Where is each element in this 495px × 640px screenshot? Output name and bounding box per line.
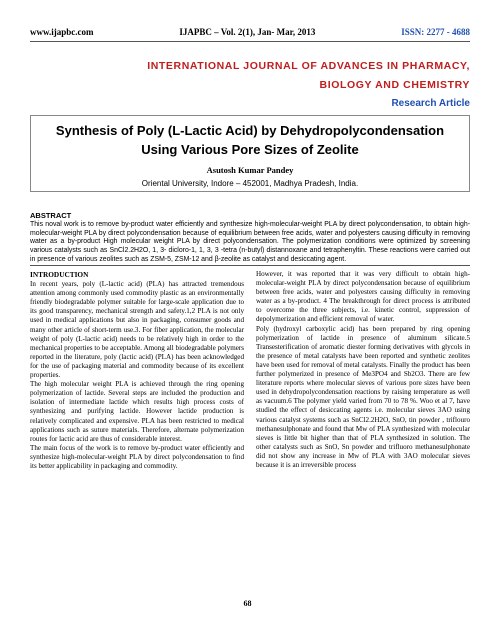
intro-paragraph-1: In recent years, poly (L-lactic acid) (PLA) has attracted tremendous attention among commonly used commodity plastic as an environmentally friendly biodegradable polymer suitable for large-scale application due to its good transparency, mechanical strength and safety.1,2 PLA is not only used in medical applications but also in packaging, consumer goods and many other article of short-term use.3. For fiber application, the molecular weight of poly (L-lactic acid) needs to be relatively high in order to the mechanical properties to be acceptable. Among all biodegradable polymers reported in the literature, poly (lactic acid) (PLA) has been acknowledged for the use of packaging material and commodity because of its excellent properties.	[30, 280, 244, 380]
journal-name-line2: BIOLOGY AND CHEMISTRY	[319, 79, 470, 91]
author-affiliation: Oriental University, Indore – 452001, Madhya Pradesh, India.	[141, 179, 359, 188]
intro-paragraph-4: However, it was reported that it was very difficult to obtain high-molecular-weight PLA by direct polycondensation because of equilibrium between free acids, water and polyesters causing difficulty in removing water as a by-product. 4 The breakthrough for direct process is attributed to overcome the three subjects, i.e. kinetic control, suppression of depolymerization and efficient removal of water.	[256, 270, 470, 324]
journal-issue: IJAPBC – Vol. 2(1), Jan- Mar, 2013	[179, 27, 316, 37]
paper-title-line2: Using Various Pore Sizes of Zeolite	[141, 142, 359, 157]
left-column	[30, 270, 244, 471]
abstract-text: This noval work is to remove by-product water efficiently and synthesize high-molecular-weight PLA by direct polycondensation, to obtain high-molecular-weight PLA by direct polycondensation because of equilibrium between free acids, water and polyesters causing difficulty in removing water as a by-product High molecular weight PLA by direct polycondensation. The polymerization conditions were optimized by screening various catalysts such as SnCl2.2H2O, 1, 3- dicloro-1, 1, 3, 3 -tetra (n-butyl) distannoxane and tetraphenyltin. These reactions were carried out in presence of various zeolites such as ZSM-5, ZSM-12 and β-zeolite as catalyst and desiccating agent.	[30, 221, 470, 263]
issn-number: ISSN: 2277 - 4688	[401, 27, 470, 37]
header-divider	[30, 41, 470, 42]
running-header	[30, 27, 470, 37]
article-type: Research Article	[391, 98, 470, 109]
paper-title-line1: Synthesis of Poly (L-Lactic Acid) by Dehydropolycondensation	[55, 123, 445, 138]
intro-paragraph-3: The main focus of the work is to remove by-product water efficiently and synthesize high-molecular-weight PLA by direct polycondensation to find its better applicability in packaging and commodity.	[30, 443, 244, 470]
website-url[interactable]: www.ijapbc.com	[30, 27, 94, 37]
journal-name-line1: INTERNATIONAL JOURNAL OF ADVANCES IN PHARMACY,	[147, 60, 470, 72]
abstract-heading: ABSTRACT	[30, 211, 72, 220]
abstract-divider	[30, 265, 470, 266]
intro-paragraph-2: The high molecular weight PLA is achieved through the ring opening polymerization of lactide. Several steps are included the production and isolation of intermediate lactide which results high process costs of synthesizing and purifying lactide. However lactide production is relatively complicated and expensive. PLA has been restricted to medical applications such as suture materials. Therefore, alternate polymerization routes for lactic acid are thus of considerable interest.	[30, 380, 244, 443]
intro-paragraph-5: Poly (hydroxyl carboxylic acid) has been prepared by ring opening polymerization of lactide in presence of aluminum silicate.5 Transesterification of aromatic diester forming derivatives with glycols in the presence of metal catalysts have been reported and synthetic zeolites have been used for removal of metal catalysts. Finally the product has been further polymerized in presence of Me3PO4 and Sb2O3. There are few literature reports where molecular sieves of various pore sizes have been used in dehydropolycondensation reactions by raising temperature as well as vacuum.6 The polymer yield varied from 70 to 78 %. Woo et al 7, have studied the effect of desiccating agents i.e. molecular sieves 3AO using various catalyst systems such as SnCl2.2H2O, SnO, tin powder , triflouro methanesulphonate and found that Mw of PLA synthesized with molecular sieves is little bit higher than that of PLA synthesized in solution. The other catalysts such as SnO, Sn powder and trifluoro methanesulphonate did not show any increase in Mw of PLA with 3AO molecular sieves because it is an irreversible process	[256, 324, 470, 469]
page-number: 68	[243, 599, 252, 608]
right-column	[256, 270, 470, 470]
introduction-heading: INTRODUCTION	[30, 270, 89, 279]
author-name: Asutosh Kumar Pandey	[206, 165, 294, 175]
